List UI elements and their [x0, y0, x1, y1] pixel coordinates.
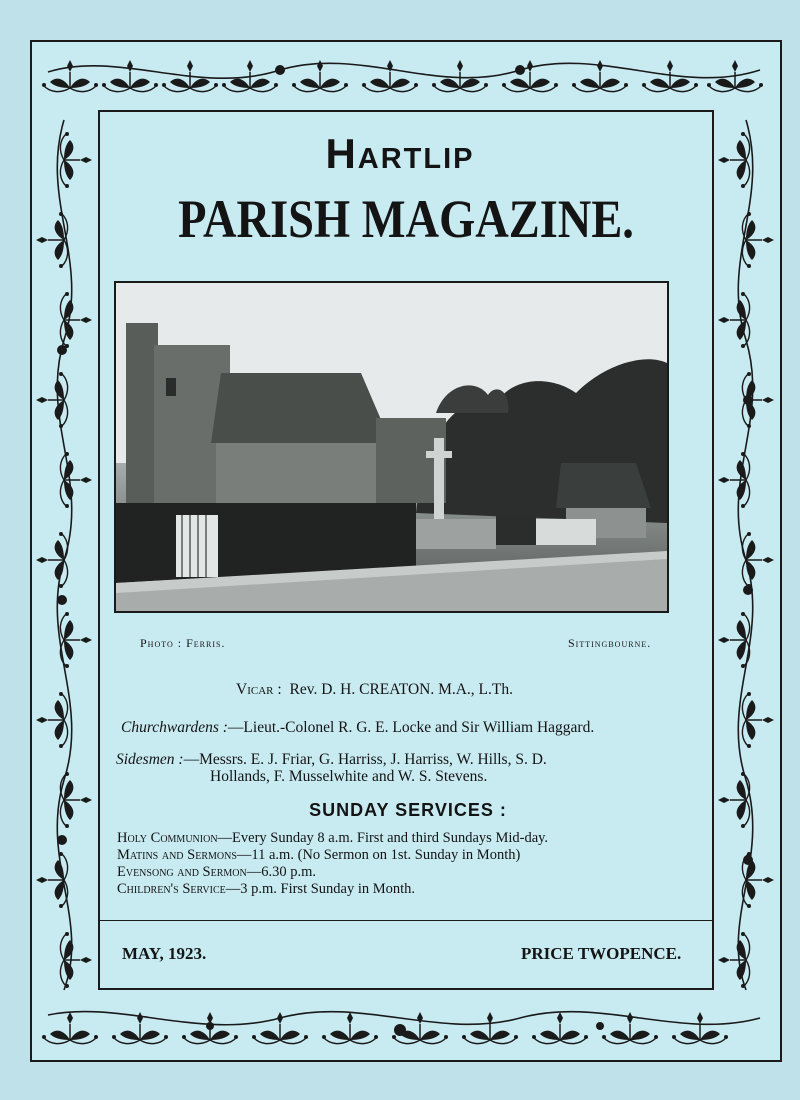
service-detail: —11 a.m. (No Sermon on 1st. Sunday in Month)	[236, 847, 521, 863]
service-item	[117, 881, 415, 898]
church-photo-icon	[116, 283, 667, 611]
service-detail: —Every Sunday 8 a.m. First and third Sundays Mid-day.	[217, 830, 549, 846]
magazine-title: PARISH MAGAZINE.	[178, 189, 634, 249]
issue-price: PRICE TWOPENCE.	[521, 944, 682, 963]
vicar-name: Rev. D. H. CREATON. M.A., L.Th.	[289, 681, 513, 698]
churchwardens-names: —Lieut.-Colonel R. G. E. Locke and Sir William Haggard.	[227, 719, 595, 736]
service-item	[117, 864, 316, 881]
church-photograph	[114, 281, 669, 613]
sidesmen-line-1	[116, 751, 547, 769]
service-item	[117, 847, 520, 864]
photo-credit: Photo : Ferris.	[140, 636, 226, 650]
service-name: Matins and Sermons	[117, 847, 237, 863]
churchwardens-line	[121, 719, 594, 737]
service-detail: —6.30 p.m.	[246, 864, 317, 880]
sidesmen-names-1: —Messrs. E. J. Friar, G. Harriss, J. Harriss, W. Hills, S. D.	[183, 751, 547, 768]
vicar-line	[236, 681, 513, 699]
sidesmen-label: Sidesmen :	[116, 751, 184, 768]
vicar-label: Vicar :	[236, 681, 282, 698]
magazine-place-name: Hartlip	[325, 130, 475, 177]
sunday-services-heading: SUNDAY SERVICES :	[309, 800, 507, 820]
service-detail: —3 p.m. First Sunday in Month.	[225, 881, 416, 897]
photo-location: Sittingbourne.	[568, 636, 652, 650]
divider-rule	[100, 920, 712, 921]
service-name: Holy Communion	[117, 830, 218, 846]
churchwardens-label: Churchwardens :	[121, 719, 228, 736]
sidesmen-names-2: Hollands, F. Musselwhite and W. S. Stevens.	[210, 768, 488, 785]
service-item	[117, 830, 548, 847]
service-name: Evensong and Sermon	[117, 864, 247, 880]
issue-date: MAY, 1923.	[122, 944, 207, 963]
service-name: Children's Service	[117, 881, 226, 897]
